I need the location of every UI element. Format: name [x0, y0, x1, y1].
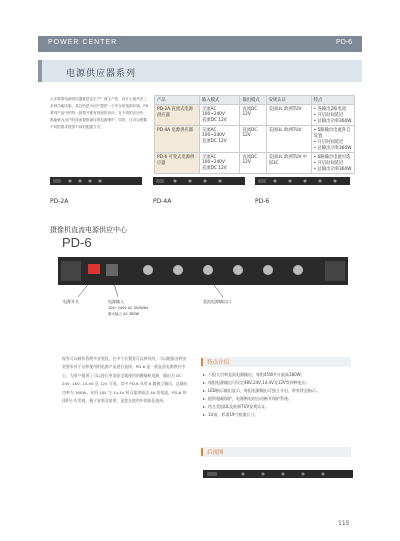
title-accent [38, 60, 42, 82]
features-title: 特点介绍 [207, 360, 230, 366]
product-description: 现有可以制作管理多安装段，在多个位置各可以带有的，可以根据各种安装要求对于这样使用的电源产品进行选择，PD-6 是一款直流电源供应中心，为用户提供了可以进行更加安全地使用的摄像机电源，输出为 DC 24V, 18V, 14.4V 及 12V 可选，其中 PD-6 具有 6 路独立输出，总输出功率为 360W。采用 18V 与 14.4V 时可提供高达 4A 的电流，PD-6 的体积小巧美观，便于安装及使用，是您在使用中的最佳选择。 [62, 356, 188, 404]
spec-input: 交流AC 100~240V 直流DC 12V [200, 126, 240, 153]
spec-model: PD-2A 直流式电源供应器 [155, 105, 200, 126]
right-ear [325, 261, 345, 281]
spec-features: • 6路输出电流可选 • 开启时间延迟 • 总输出功率360W [311, 153, 354, 174]
device-body [58, 257, 348, 285]
feature-item: ▸ 符合美国UL及欧洲TUV安规认证； [203, 403, 353, 411]
label-rated: 最大输入 AC 380W [108, 312, 140, 316]
product-rear-photo [58, 257, 348, 337]
pd-4a-photo [153, 177, 245, 185]
header-left-text: POWER CENTER [48, 39, 118, 46]
spec-input: 交流AC 100~240V 直流DC 12V [200, 105, 240, 126]
spec-output: 直流DC 12V [240, 105, 266, 126]
pd-2a-photo [50, 177, 142, 185]
spec-row [155, 126, 355, 153]
product-title: 摄像机直流电源供应中心 [50, 226, 127, 234]
features-list [203, 371, 353, 419]
spec-features: • 各输出2路电流 • 开启时间延迟 • 总输出功率360W [311, 105, 354, 126]
label-power-switch: 电源开关 [63, 299, 79, 304]
feature-item: ▸ 六组大功率直流电源输出，每组45W共计最高380W； [203, 371, 353, 379]
spec-row [155, 105, 355, 126]
spec-header-cell: 产品 [155, 96, 200, 105]
spec-output: 直流DC 12V [240, 153, 266, 174]
page-number: 115 [338, 520, 350, 527]
caption-pd-6: PD-6 [255, 198, 270, 205]
spec-header-row [155, 96, 355, 105]
spec-cert: 美国UL 欧洲TUV [266, 126, 311, 153]
spec-header-cell: 安规认证 [266, 96, 311, 105]
spec-cert: 美国UL 欧洲TUV [266, 105, 311, 126]
heading-accent [201, 358, 203, 366]
pd-6-photo [255, 177, 350, 185]
spec-table [154, 95, 355, 174]
rear-view-photo [203, 462, 353, 486]
feature-item: ▸ 1U高，标准19寸机架尺寸。 [203, 411, 353, 419]
label-fuse: 电源输入 [108, 299, 124, 304]
spec-header-cell: 特点 [311, 96, 354, 105]
spec-cert: 美国UL 欧洲TUV 中国3C [266, 153, 311, 174]
spec-model: PD-6 可变式电源供应器 [155, 153, 200, 174]
product-model: PD-6 [62, 235, 92, 250]
product-photos-row [50, 167, 350, 222]
top-header-bar [38, 36, 362, 52]
spec-header-cell: 输入模式 [200, 96, 240, 105]
fuse-icon [106, 264, 118, 276]
heading-accent [201, 448, 203, 456]
spec-features: • 5路输出电流各自设置 • 开启时间延迟 • 总输出功率360W [311, 126, 354, 153]
section-title: 电源供应器系列 [66, 69, 137, 79]
feature-item: ▸ 提供超载保护，电源断电时自动断开保护系统； [203, 395, 353, 403]
feature-item: ▸ 每组电源输出可设定48V,24V,14.4V及12V等四种电压； [203, 379, 353, 387]
rear-view-heading [201, 447, 351, 457]
header-right-text: PD-6 [336, 39, 352, 46]
power-switch-icon [88, 264, 100, 274]
spec-model: PD-4A 电源供应器 [155, 126, 200, 153]
intro-paragraph: 大多数的电源供应器都是由生产厂商生产的，设计上就考虑了多种功能因素，其目的是为用户提供一个安全的电源环境。PD系列产品中的每一款型号都有独到的设计，在不同的应用中，都能够为用户的设备提供最佳的电源保护，同时，还可以根据不同的需求提供不同的配置方式。 [50, 97, 149, 129]
caption-pd-2a: PD-2A [50, 198, 69, 205]
label-output: 直流电源输出口 [203, 299, 231, 304]
left-ear [61, 261, 81, 281]
label-fuse-spec: 100~240V AC 50/60Hz [108, 306, 149, 310]
features-heading [201, 357, 351, 367]
spec-output: 直流DC 12V [240, 126, 266, 153]
spec-header-cell: 输出模式 [240, 96, 266, 105]
caption-pd-4a: PD-4A [153, 198, 172, 205]
feature-item: ▸ LED指示输出显示，每组电源输出可独立开启，带有状态指示； [203, 387, 353, 395]
rear-view-title: 后视图 [207, 450, 224, 456]
section-title-band [38, 60, 362, 82]
spec-input: 交流AC 100~240V 直流DC 12V [200, 153, 240, 174]
